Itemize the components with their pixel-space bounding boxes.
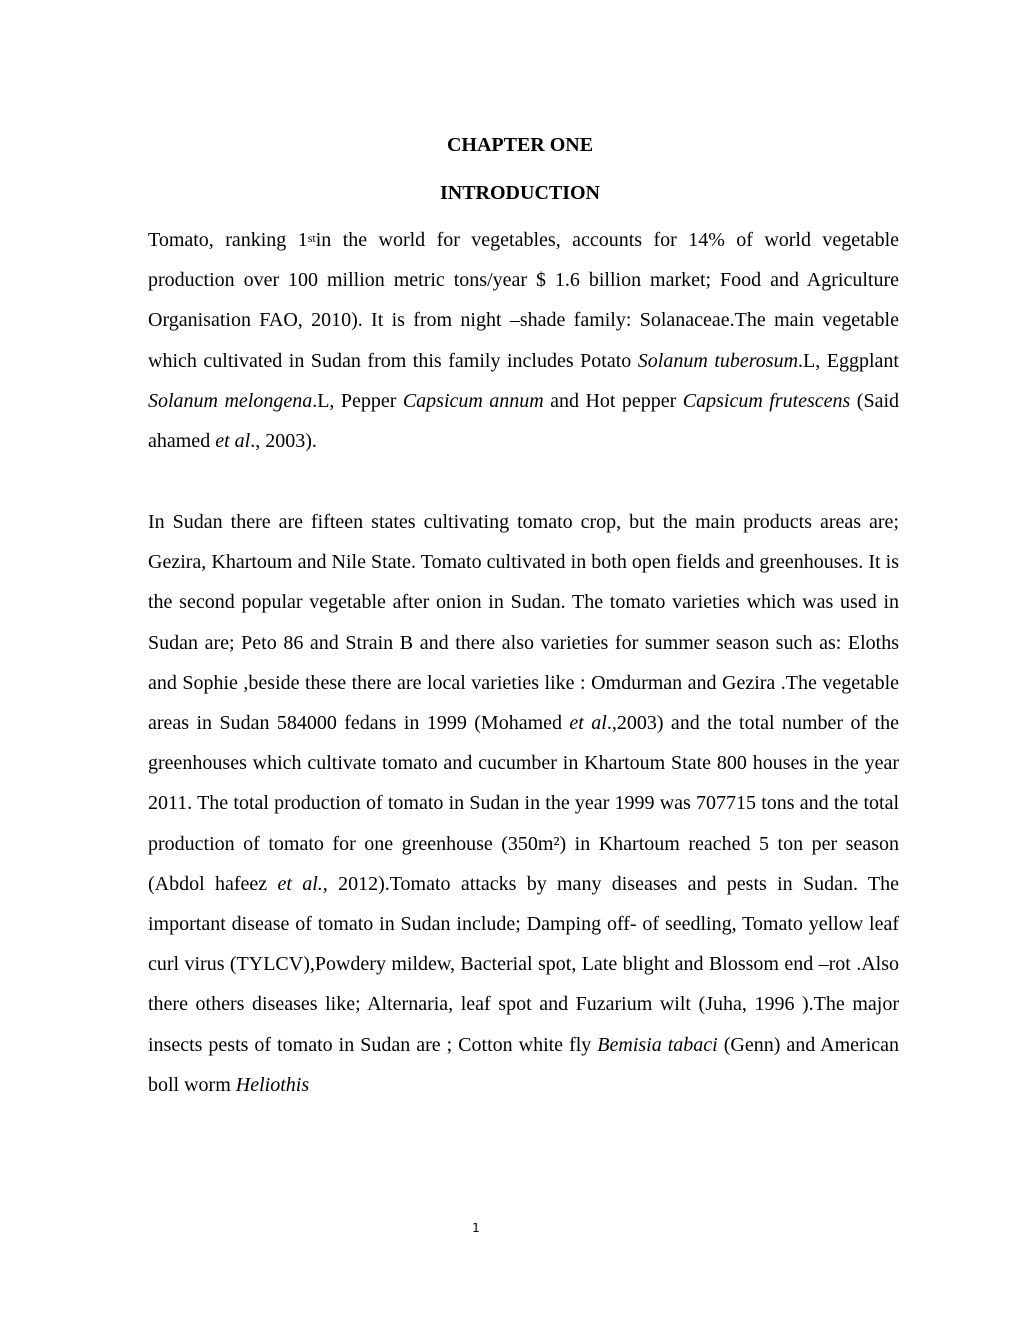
citation-etal: et al	[215, 430, 251, 453]
text-run: .L, Pepper	[312, 389, 403, 412]
section-title: INTRODUCTION	[439, 182, 601, 204]
species-name: Capsicum annum	[402, 389, 544, 412]
text-run: (Genn) and American boll worm	[148, 1033, 899, 1096]
paragraph-1	[148, 220, 899, 461]
text-run: (Said ahamed	[148, 389, 900, 453]
text-run: in the world for vegetables, accounts for 14% of world vegetable production over 100 million metric tons/year $ 1.6 billion market; Food and Agriculture Organisation FAO, 2010). It is from night –shade family: Solanaceae.The main vegetable which cultivated in Sudan from this family includes Potato	[148, 229, 899, 372]
text-run: and Hot pepper	[543, 389, 683, 412]
text-run: Tomato, ranking 1	[148, 229, 308, 251]
species-name: Heliothis	[235, 1073, 310, 1096]
species-name: Bemisia tabaci	[597, 1033, 718, 1056]
text-run: ., 2003).	[250, 430, 317, 453]
text-run: .,2003) and the total number of the greenhouses which cultivate tomato and cucumber in Khartoum State 800 houses in the year 2011. The total production of tomato in Sudan in the year 1999 was 707715 tons and the total production of tomato for one greenhouse (350m²) in Khartoum reached 5 ton per season (Abdol hafeez	[148, 712, 899, 895]
page-number: 1	[472, 1221, 480, 1235]
text-run: In Sudan there are fifteen states cultivating tomato crop, but the main products areas are; Gezira, Khartoum and Nile State. Tomato cultivated in both open fields and greenhouses. It is the second popular vegetable after onion in Sudan. The tomato varieties which was used in Sudan are; Peto 86 and Strain B and there also varieties for summer season such as: Eloths and Sophie ,beside these there are local varieties like : Omdurman and Gezira .The vegetable areas in Sudan 584000 fedans in 1999 (Mohamed	[148, 511, 899, 735]
citation-etal: et al.,	[277, 872, 328, 895]
paragraph-2	[148, 502, 899, 1105]
superscript: st	[307, 231, 316, 245]
species-name: Solanum tuberosum	[637, 349, 799, 372]
citation-etal: et al	[569, 712, 607, 735]
text-run: .L, Eggplant	[798, 349, 899, 372]
text-run: 2012).Tomato attacks by many diseases and pests in Sudan. The important disease of tomato in Sudan include; Damping off- of seedling, Tomato yellow leaf curl virus (TYLCV),Powdery mildew, Bacterial spot, Late blight and Blossom end –rot .Also there others diseases like; Alternaria, leaf spot and Fuzarium wilt (Juha, 1996 ).The major insects pests of tomato in Sudan are ; Cotton white fly	[148, 872, 900, 1056]
species-name: Capsicum frutescens	[682, 389, 851, 412]
chapter-title: CHAPTER ONE	[446, 134, 594, 156]
species-name: Solanum melongena	[148, 389, 313, 412]
